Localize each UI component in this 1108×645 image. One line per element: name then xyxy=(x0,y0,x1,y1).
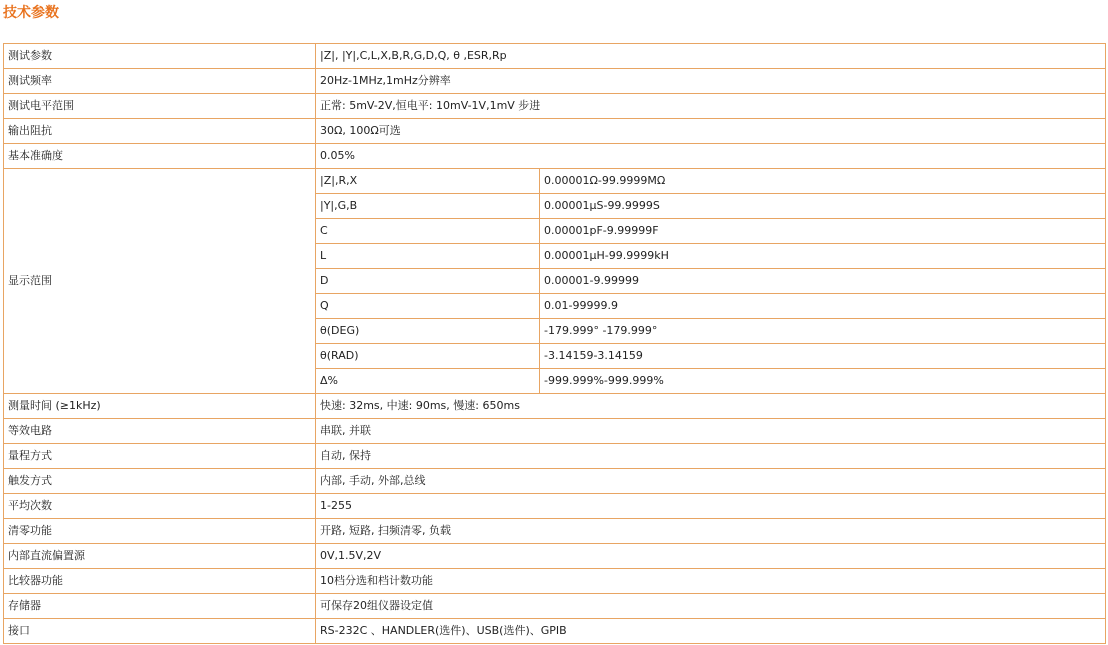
spec-table xyxy=(3,43,1106,644)
table-row xyxy=(4,44,1106,69)
display-range-param: D xyxy=(316,269,540,294)
table-row xyxy=(4,144,1106,169)
param-value: 10档分选和档计数功能 xyxy=(316,569,1106,594)
param-label: 清零功能 xyxy=(4,519,316,544)
param-value: 0.05% xyxy=(316,144,1106,169)
table-row xyxy=(4,544,1106,569)
param-label: 测试电平范围 xyxy=(4,94,316,119)
table-row xyxy=(4,619,1106,644)
param-value: 正常: 5mV-2V,恒电平: 10mV-1V,1mV 步进 xyxy=(316,94,1106,119)
table-row xyxy=(4,119,1106,144)
param-value: 内部, 手动, 外部,总线 xyxy=(316,469,1106,494)
param-value: 0V,1.5V,2V xyxy=(316,544,1106,569)
param-value: 1-255 xyxy=(316,494,1106,519)
table-row xyxy=(4,444,1106,469)
param-label: 内部直流偏置源 xyxy=(4,544,316,569)
display-range-label: 显示范围 xyxy=(4,169,316,394)
display-range-value: 0.00001Ω-99.9999MΩ xyxy=(540,169,1106,194)
display-range-param: θ(DEG) xyxy=(316,319,540,344)
param-label: 测试频率 xyxy=(4,69,316,94)
table-row xyxy=(4,594,1106,619)
param-value: RS-232C 、HANDLER(选件)、USB(选件)、GPIB xyxy=(316,619,1106,644)
display-range-value: -3.14159-3.14159 xyxy=(540,344,1106,369)
spec-table-body xyxy=(4,44,1106,644)
table-row xyxy=(4,519,1106,544)
param-label: 接口 xyxy=(4,619,316,644)
param-label: 比较器功能 xyxy=(4,569,316,594)
display-range-param: C xyxy=(316,219,540,244)
param-value: 串联, 并联 xyxy=(316,419,1106,444)
param-label: 存储器 xyxy=(4,594,316,619)
param-label: 测试参数 xyxy=(4,44,316,69)
param-value: 自动, 保持 xyxy=(316,444,1106,469)
display-range-param: Q xyxy=(316,294,540,319)
section-title: 技术参数 xyxy=(3,5,59,21)
display-range-param: |Y|,G,B xyxy=(316,194,540,219)
display-range-row xyxy=(4,169,1106,194)
table-row xyxy=(4,419,1106,444)
display-range-value: -179.999° -179.999° xyxy=(540,319,1106,344)
param-label: 等效电路 xyxy=(4,419,316,444)
param-value: 快速: 32ms, 中速: 90ms, 慢速: 650ms xyxy=(316,394,1106,419)
display-range-value: 0.01-99999.9 xyxy=(540,294,1106,319)
param-label: 量程方式 xyxy=(4,444,316,469)
table-row xyxy=(4,394,1106,419)
display-range-value: 0.00001μS-99.9999S xyxy=(540,194,1106,219)
param-value: 可保存20组仪器设定值 xyxy=(316,594,1106,619)
display-range-param: θ(RAD) xyxy=(316,344,540,369)
table-row xyxy=(4,494,1106,519)
param-label: 基本准确度 xyxy=(4,144,316,169)
table-row xyxy=(4,569,1106,594)
param-label: 触发方式 xyxy=(4,469,316,494)
param-label: 平均次数 xyxy=(4,494,316,519)
display-range-value: 0.00001pF-9.99999F xyxy=(540,219,1106,244)
display-range-param: |Z|,R,X xyxy=(316,169,540,194)
display-range-value: 0.00001μH-99.9999kH xyxy=(540,244,1106,269)
param-label: 输出阻抗 xyxy=(4,119,316,144)
param-value: 30Ω, 100Ω可选 xyxy=(316,119,1106,144)
display-range-value: -999.999%-999.999% xyxy=(540,369,1106,394)
param-label: 测量时间 (≥1kHz) xyxy=(4,394,316,419)
param-value: |Z|, |Y|,C,L,X,B,R,G,D,Q, θ ,ESR,Rp xyxy=(316,44,1106,69)
param-value: 开路, 短路, 扫频清零, 负载 xyxy=(316,519,1106,544)
table-row xyxy=(4,469,1106,494)
param-value: 20Hz-1MHz,1mHz分辨率 xyxy=(316,69,1106,94)
display-range-value: 0.00001-9.99999 xyxy=(540,269,1106,294)
table-row xyxy=(4,94,1106,119)
display-range-param: Δ% xyxy=(316,369,540,394)
table-row xyxy=(4,69,1106,94)
display-range-param: L xyxy=(316,244,540,269)
